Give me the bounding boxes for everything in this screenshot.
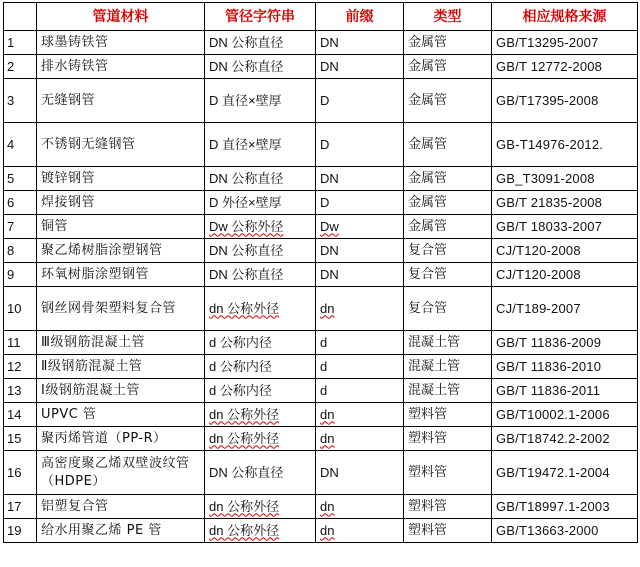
- pipe-spec-document: [3, 2, 638, 543]
- table-row: [4, 331, 638, 355]
- type-cell: 金属管: [404, 191, 492, 215]
- material-cell: 给水用聚乙烯 PE 管: [37, 519, 205, 543]
- row-number: 16: [4, 451, 37, 495]
- table-row: [4, 355, 638, 379]
- material-cell: 镀锌钢管: [37, 167, 205, 191]
- row-number: 6: [4, 191, 37, 215]
- material-cell: 排水铸铁管: [37, 55, 205, 79]
- material-cell: Ⅱ级钢筋混凝土管: [37, 355, 205, 379]
- table-row: [4, 123, 638, 167]
- prefix-cell: d: [316, 355, 404, 379]
- table-row: [4, 215, 638, 239]
- prefix-cell: DN: [316, 55, 404, 79]
- row-number: 17: [4, 495, 37, 519]
- prefix-cell: DN: [316, 263, 404, 287]
- type-cell: 金属管: [404, 167, 492, 191]
- size-string-cell: d 公称内径: [205, 355, 316, 379]
- row-number: 10: [4, 287, 37, 331]
- prefix-cell: d: [316, 331, 404, 355]
- size-string-cell: dn 公称外径: [205, 495, 316, 519]
- type-cell: 混凝土管: [404, 355, 492, 379]
- table-row: [4, 239, 638, 263]
- table-header-row: [4, 3, 638, 31]
- material-cell: 球墨铸铁管: [37, 31, 205, 55]
- row-number: 3: [4, 79, 37, 123]
- row-number: 4: [4, 123, 37, 167]
- material-cell: Ⅲ级钢筋混凝土管: [37, 331, 205, 355]
- size-string-cell: Dw 公称外径: [205, 215, 316, 239]
- prefix-cell: DN: [316, 239, 404, 263]
- prefix-cell: DN: [316, 451, 404, 495]
- prefix-cell: dn: [316, 427, 404, 451]
- table-row: [4, 79, 638, 123]
- size-string-cell: DN 公称直径: [205, 451, 316, 495]
- material-cell: UPVC 管: [37, 403, 205, 427]
- prefix-cell: dn: [316, 519, 404, 543]
- type-cell: 金属管: [404, 123, 492, 167]
- table-row: [4, 287, 638, 331]
- type-cell: 混凝土管: [404, 331, 492, 355]
- table-row: [4, 495, 638, 519]
- table-row: [4, 451, 638, 495]
- material-cell: 聚乙烯树脂涂塑钢管: [37, 239, 205, 263]
- type-cell: 复合管: [404, 263, 492, 287]
- standard-cell: GB-T14976-2012.: [492, 123, 638, 167]
- prefix-cell: dn: [316, 403, 404, 427]
- type-cell: 金属管: [404, 215, 492, 239]
- type-cell: 复合管: [404, 239, 492, 263]
- standard-cell: GB/T17395-2008: [492, 79, 638, 123]
- row-number: 13: [4, 379, 37, 403]
- prefix-cell: d: [316, 379, 404, 403]
- row-number: 15: [4, 427, 37, 451]
- standard-cell: GB/T13295-2007: [492, 31, 638, 55]
- standard-cell: GB/T 21835-2008: [492, 191, 638, 215]
- standard-cell: GB/T19472.1-2004: [492, 451, 638, 495]
- row-number: 11: [4, 331, 37, 355]
- standard-cell: CJ/T120-2008: [492, 263, 638, 287]
- standard-cell: GB/T 11836-2011: [492, 379, 638, 403]
- standard-cell: GB/T 18033-2007: [492, 215, 638, 239]
- pipe-spec-table: [3, 2, 638, 543]
- header-type: 类型: [404, 3, 492, 31]
- prefix-cell: Dw: [316, 215, 404, 239]
- standard-cell: GB/T 12772-2008: [492, 55, 638, 79]
- row-number: 19: [4, 519, 37, 543]
- table-row: [4, 31, 638, 55]
- size-string-cell: D 直径×壁厚: [205, 79, 316, 123]
- table-row: [4, 427, 638, 451]
- header-standard: 相应规格来源: [492, 3, 638, 31]
- standard-cell: GB/T 11836-2009: [492, 331, 638, 355]
- type-cell: 混凝土管: [404, 379, 492, 403]
- type-cell: 塑料管: [404, 427, 492, 451]
- header-size-string: 管径字符串: [205, 3, 316, 31]
- standard-cell: GB_T3091-2008: [492, 167, 638, 191]
- table-row: [4, 191, 638, 215]
- size-string-cell: DN 公称直径: [205, 55, 316, 79]
- table-row: [4, 263, 638, 287]
- prefix-cell: D: [316, 79, 404, 123]
- material-cell: 不锈钢无缝钢管: [37, 123, 205, 167]
- row-number: 9: [4, 263, 37, 287]
- standard-cell: GB/T10002.1-2006: [492, 403, 638, 427]
- prefix-cell: dn: [316, 495, 404, 519]
- standard-cell: GB/T18997.1-2003: [492, 495, 638, 519]
- size-string-cell: DN 公称直径: [205, 239, 316, 263]
- material-cell: 高密度聚乙烯双壁波纹管（HDPE）: [37, 451, 205, 495]
- material-cell: 铝塑复合管: [37, 495, 205, 519]
- row-number: 14: [4, 403, 37, 427]
- table-row: [4, 167, 638, 191]
- type-cell: 塑料管: [404, 451, 492, 495]
- size-string-cell: d 公称内径: [205, 379, 316, 403]
- standard-cell: CJ/T120-2008: [492, 239, 638, 263]
- material-cell: 环氧树脂涂塑钢管: [37, 263, 205, 287]
- material-cell: 聚丙烯管道（PP-R）: [37, 427, 205, 451]
- prefix-cell: dn: [316, 287, 404, 331]
- type-cell: 金属管: [404, 79, 492, 123]
- size-string-cell: DN 公称直径: [205, 263, 316, 287]
- material-cell: 铜管: [37, 215, 205, 239]
- type-cell: 复合管: [404, 287, 492, 331]
- row-number: 2: [4, 55, 37, 79]
- size-string-cell: dn 公称外径: [205, 519, 316, 543]
- row-number: 7: [4, 215, 37, 239]
- standard-cell: GB/T18742.2-2002: [492, 427, 638, 451]
- material-cell: 无缝钢管: [37, 79, 205, 123]
- size-string-cell: d 公称内径: [205, 331, 316, 355]
- prefix-cell: DN: [316, 167, 404, 191]
- header-prefix: 前缀: [316, 3, 404, 31]
- material-cell: Ⅰ级钢筋混凝土管: [37, 379, 205, 403]
- table-row: [4, 55, 638, 79]
- type-cell: 塑料管: [404, 403, 492, 427]
- size-string-cell: D 直径×壁厚: [205, 123, 316, 167]
- table-row: [4, 519, 638, 543]
- material-cell: 钢丝网骨架塑料复合管: [37, 287, 205, 331]
- size-string-cell: dn 公称外径: [205, 287, 316, 331]
- material-cell: 焊接钢管: [37, 191, 205, 215]
- size-string-cell: DN 公称直径: [205, 167, 316, 191]
- table-body: [4, 31, 638, 543]
- standard-cell: CJ/T189-2007: [492, 287, 638, 331]
- row-number: 12: [4, 355, 37, 379]
- standard-cell: GB/T 11836-2010: [492, 355, 638, 379]
- size-string-cell: dn 公称外径: [205, 427, 316, 451]
- table-row: [4, 379, 638, 403]
- row-number: 5: [4, 167, 37, 191]
- row-number: 1: [4, 31, 37, 55]
- type-cell: 金属管: [404, 31, 492, 55]
- row-number: 8: [4, 239, 37, 263]
- type-cell: 塑料管: [404, 519, 492, 543]
- size-string-cell: dn 公称外径: [205, 403, 316, 427]
- prefix-cell: DN: [316, 31, 404, 55]
- prefix-cell: D: [316, 123, 404, 167]
- header-index: [4, 3, 37, 31]
- table-row: [4, 403, 638, 427]
- size-string-cell: DN 公称直径: [205, 31, 316, 55]
- type-cell: 塑料管: [404, 495, 492, 519]
- header-material: 管道材料: [37, 3, 205, 31]
- size-string-cell: D 外径×壁厚: [205, 191, 316, 215]
- standard-cell: GB/T13663-2000: [492, 519, 638, 543]
- type-cell: 金属管: [404, 55, 492, 79]
- prefix-cell: D: [316, 191, 404, 215]
